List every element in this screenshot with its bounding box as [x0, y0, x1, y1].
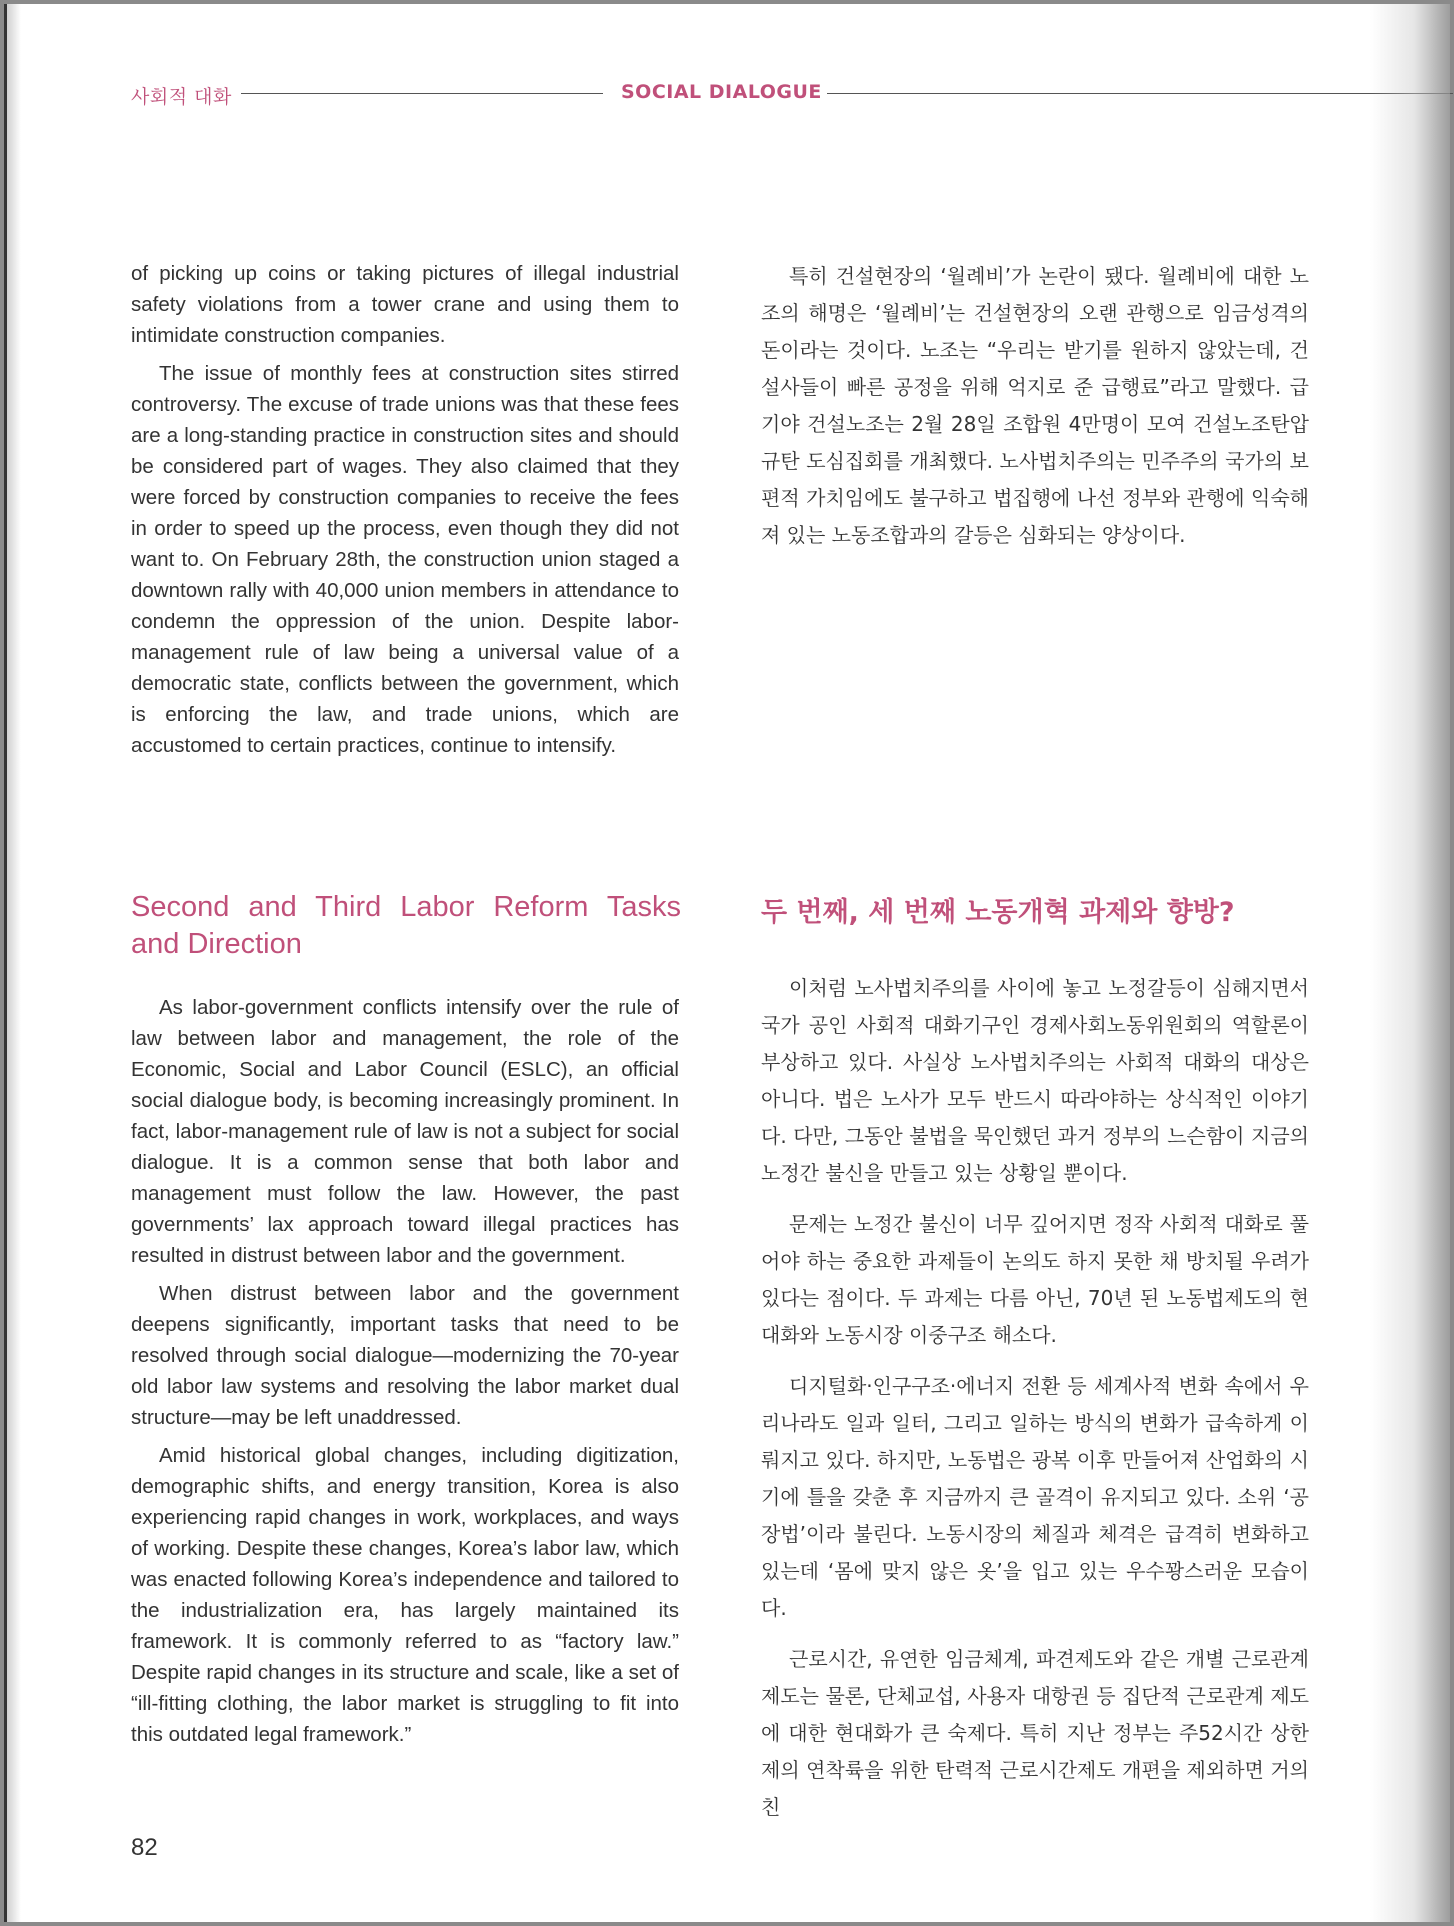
paragraph: When distrust between labor and the government deepens significantly, important tasks that need to be resolved through social dialogue—modernizing the 70-year old labor law systems and resolving the labor market dual structure—may be left unaddressed.	[131, 1282, 679, 1429]
header-section-ko: 사회적 대화	[131, 86, 232, 108]
top-english-column	[131, 258, 679, 768]
page-spine-shadow	[7, 4, 21, 1922]
header-section-en: SOCIAL DIALOGUE	[621, 81, 822, 103]
section-heading-ko: 두 번째, 세 번째 노동개혁 과제와 향방?	[761, 897, 1235, 928]
header-rule-left	[241, 93, 603, 94]
paragraph: 특히 건설현장의 ‘월례비’가 논란이 됐다. 월례비에 대한 노조의 해명은 ‘월례비’는 건설현장의 오랜 관행으로 임금성격의 돈이라는 것이다. 노조는 “우리는 받기를 원하지 않았는데, 건설사들이 빠른 공정을 위해 억지로 준 급행료”라고 말했다. 급기야 건설노조는 2월 28일 조합원 4만명이 모여 건설노조탄압 규탄 도심집회를 개최했다. 노사법치주의는 민주주의 국가의 보편적 가치임에도 불구하고 법집행에 나선 정부와 관행에 익숙해져 있는 노동조합과의 갈등은 심화되는 양상이다.	[761, 264, 1309, 547]
section-heading-en: Second and Third Labor Reform Tasks and Direction	[131, 891, 681, 960]
paragraph: 문제는 노정간 불신이 너무 깊어지면 정작 사회적 대화로 풀어야 하는 중요한 과제들이 논의도 하지 못한 채 방치될 우려가 있다는 점이다. 두 과제는 다름 아닌, 70년 된 노동법제도의 현대화와 노동시장 이중구조 해소다.	[761, 1212, 1309, 1347]
paragraph: 근로시간, 유연한 임금체계, 파견제도와 같은 개별 근로관계 제도는 물론, 단체교섭, 사용자 대항권 등 집단적 근로관계 제도에 대한 현대화가 큰 숙제다. 특히 지난 정부는 주52시간 상한제의 연착륙을 위한 탄력적 근로시간제도 개편을 제외하면 거의 친	[761, 1647, 1309, 1819]
bottom-english-column	[131, 992, 679, 1757]
page-number: 82	[131, 1834, 158, 1861]
paragraph: of picking up coins or taking pictures of illegal industrial safety violations from a tower crane and using them to intimidate construction companies.	[131, 262, 679, 347]
bottom-korean-column	[761, 970, 1309, 1840]
page-fold-shadow	[1370, 4, 1450, 1922]
magazine-page	[4, 4, 1450, 1922]
paragraph: 디지털화·인구구조·에너지 전환 등 세계사적 변화 속에서 우리나라도 일과 일터, 그리고 일하는 방식의 변화가 급속하게 이뤄지고 있다. 하지만, 노동법은 광복 이후 만들어져 산업화의 시기에 틀을 갖춘 후 지금까지 큰 골격이 유지되고 있다. 소위 ‘공장법’이라 불린다. 노동시장의 체질과 체격은 급격히 변화하고 있는데 ‘몸에 맞지 않은 옷’을 입고 있는 우수꽝스러운 모습이다.	[761, 1374, 1309, 1620]
header-rule-right	[827, 93, 1453, 94]
paragraph: As labor-government conflicts intensify over the rule of law between labor and management, the role of the Economic, Social and Labor Council (ESLC), an official social dialogue body, is becoming increasingly prominent. In fact, labor-management rule of law is not a subject for social dialogue. It is a common sense that both labor and management must follow the law. However, the past governments’ lax approach toward illegal practices has resulted in distrust between labor and the government.	[131, 996, 679, 1267]
running-header	[7, 78, 1450, 108]
paragraph: Amid historical global changes, including digitization, demographic shifts, and energy transition, Korea is also experiencing rapid changes in work, workplaces, and ways of working. Despite these changes, Korea’s labor law, which was enacted following Korea’s independence and tailored to the industrialization era, has largely maintained its framework. It is commonly referred to as “factory law.” Despite rapid changes in its structure and scale, like a set of “ill-fitting clothing, the labor market is struggling to fit into this outdated legal framework.”	[131, 1444, 679, 1746]
paragraph: 이처럼 노사법치주의를 사이에 놓고 노정갈등이 심해지면서 국가 공인 사회적 대화기구인 경제사회노동위원회의 역할론이 부상하고 있다. 사실상 노사법치주의는 사회적 대화의 대상은 아니다. 법은 노사가 모두 반드시 따라야하는 상식적인 이야기다. 다만, 그동안 불법을 묵인했던 과거 정부의 느슨함이 지금의 노정간 불신을 만들고 있는 상황일 뿐이다.	[761, 976, 1309, 1185]
top-korean-column	[761, 258, 1309, 568]
paragraph: The issue of monthly fees at construction sites stirred controversy. The excuse of trade unions was that these fees are a long-standing practice in construction sites and should be considered part of wages. They also claimed that they were forced by construction companies to receive the fees in order to speed up the process, even though they did not want to. On February 28th, the construction union staged a downtown rally with 40,000 union members in attendance to condemn the oppression of the union. Despite labor-management rule of law being a universal value of a democratic state, conflicts between the government, which is enforcing the law, and trade unions, which are accustomed to certain practices, continue to intensify.	[131, 362, 679, 757]
